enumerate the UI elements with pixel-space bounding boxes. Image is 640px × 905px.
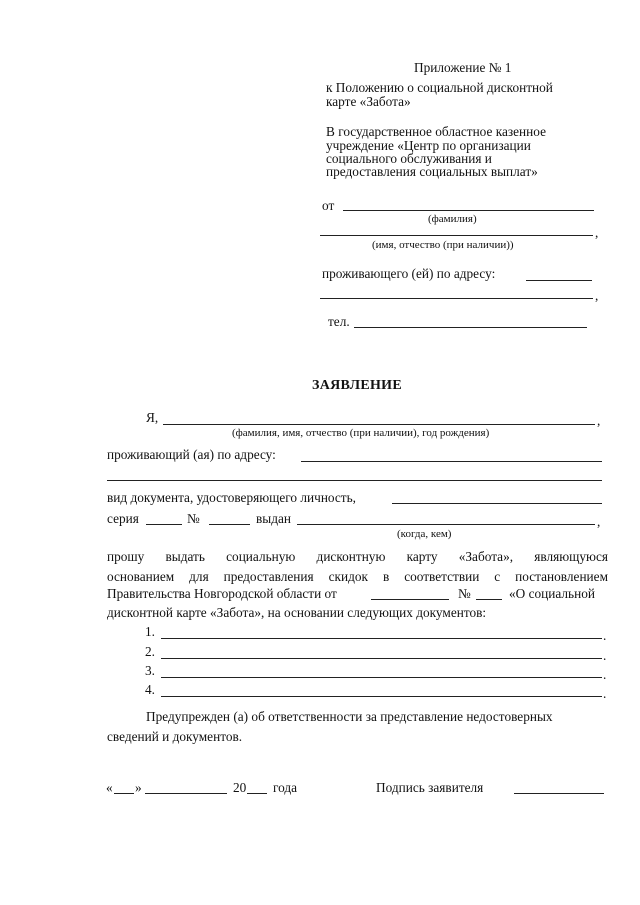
number-label: № bbox=[187, 511, 200, 526]
document-item-2-field[interactable] bbox=[161, 658, 602, 659]
addressee-line-3: социального обслуживания и bbox=[326, 151, 492, 166]
date-year-field[interactable] bbox=[247, 793, 267, 794]
name-comma: , bbox=[595, 225, 599, 240]
name-hint: (имя, отчество (при наличии)) bbox=[372, 239, 514, 251]
document-item-1-period: . bbox=[603, 628, 607, 643]
addressee-line-1: В государственное областное казенное bbox=[326, 124, 546, 139]
id-document-label: вид документа, удостоверяющего личность, bbox=[107, 490, 357, 505]
reference-line-1: к Положению о социальной дисконтной bbox=[326, 80, 553, 95]
residing-label: проживающего (ей) по адресу: bbox=[322, 266, 496, 281]
document-item-3-period: . bbox=[603, 667, 607, 682]
request-line-1: прошу выдать социальную дисконтную карту «Забота», являющуюся bbox=[107, 549, 608, 564]
signature-field[interactable] bbox=[514, 793, 604, 794]
signature-label: Подпись заявителя bbox=[376, 780, 484, 795]
address-comma: , bbox=[595, 288, 599, 303]
appendix-number: Приложение № 1 bbox=[414, 60, 512, 75]
warning-line-2: сведений и документов. bbox=[107, 729, 243, 744]
document-item-4-period: . bbox=[603, 686, 607, 701]
resolution-number-field[interactable] bbox=[476, 599, 502, 600]
date-day-field[interactable] bbox=[114, 793, 134, 794]
address-field-long[interactable] bbox=[320, 298, 593, 299]
phone-label: тел. bbox=[328, 314, 350, 329]
addressee-line-4: предоставления социальных выплат» bbox=[326, 164, 538, 179]
request-line-2: основанием для предоставления скидок в соответствии с постановлением bbox=[107, 569, 608, 584]
applicant-address-field-2[interactable] bbox=[107, 480, 602, 481]
document-item-3-field[interactable] bbox=[161, 677, 602, 678]
addressee-line-2: учреждение «Центр по организации bbox=[326, 138, 531, 153]
document-item-1-field[interactable] bbox=[161, 638, 602, 639]
date-open-quote: « bbox=[106, 780, 113, 795]
name-field[interactable] bbox=[320, 235, 593, 236]
resolution-date-field[interactable] bbox=[371, 599, 449, 600]
series-label: серия bbox=[107, 511, 139, 526]
fio-comma: , bbox=[597, 413, 601, 428]
date-month-field[interactable] bbox=[145, 793, 227, 794]
phone-field[interactable] bbox=[354, 327, 587, 328]
fio-hint: (фамилия, имя, отчество (при наличии), год рождения) bbox=[232, 427, 490, 439]
issued-comma: , bbox=[597, 514, 601, 529]
document-item-1-number: 1. bbox=[145, 624, 155, 639]
date-year-word: года bbox=[273, 780, 298, 795]
document-item-2-period: . bbox=[603, 648, 607, 663]
surname-field[interactable] bbox=[343, 210, 594, 211]
date-century: 20 bbox=[233, 780, 247, 795]
number-field[interactable] bbox=[209, 524, 250, 525]
surname-hint: (фамилия) bbox=[428, 213, 477, 225]
document-item-2-number: 2. bbox=[145, 644, 155, 659]
applicant-address-field[interactable] bbox=[301, 461, 602, 462]
resolution-number-label: № bbox=[458, 586, 471, 601]
request-line-3-start: Правительства Новгородской области от bbox=[107, 586, 337, 601]
date-close-quote: » bbox=[135, 780, 142, 795]
fio-field[interactable] bbox=[163, 424, 595, 425]
issued-hint: (когда, кем) bbox=[397, 528, 452, 540]
request-line-4: дисконтной карте «Забота», на основании следующих документов: bbox=[107, 605, 487, 620]
document-title: ЗАЯВЛЕНИЕ bbox=[312, 378, 403, 393]
warning-line-1: Предупрежден (а) об ответственности за представление недостоверных bbox=[146, 709, 553, 724]
document-item-4-number: 4. bbox=[145, 682, 155, 697]
issued-field[interactable] bbox=[297, 524, 595, 525]
issued-label: выдан bbox=[256, 511, 291, 526]
i-label: Я, bbox=[146, 410, 159, 425]
document-item-4-field[interactable] bbox=[161, 696, 602, 697]
reference-line-2: карте «Забота» bbox=[326, 94, 411, 109]
applicant-address-label: проживающий (ая) по адресу: bbox=[107, 447, 276, 462]
document-item-3-number: 3. bbox=[145, 663, 155, 678]
id-document-field[interactable] bbox=[392, 503, 602, 504]
series-field[interactable] bbox=[146, 524, 182, 525]
request-line-3-end: «О социальной bbox=[509, 586, 595, 601]
address-field-short[interactable] bbox=[526, 280, 592, 281]
from-label: от bbox=[322, 198, 335, 213]
